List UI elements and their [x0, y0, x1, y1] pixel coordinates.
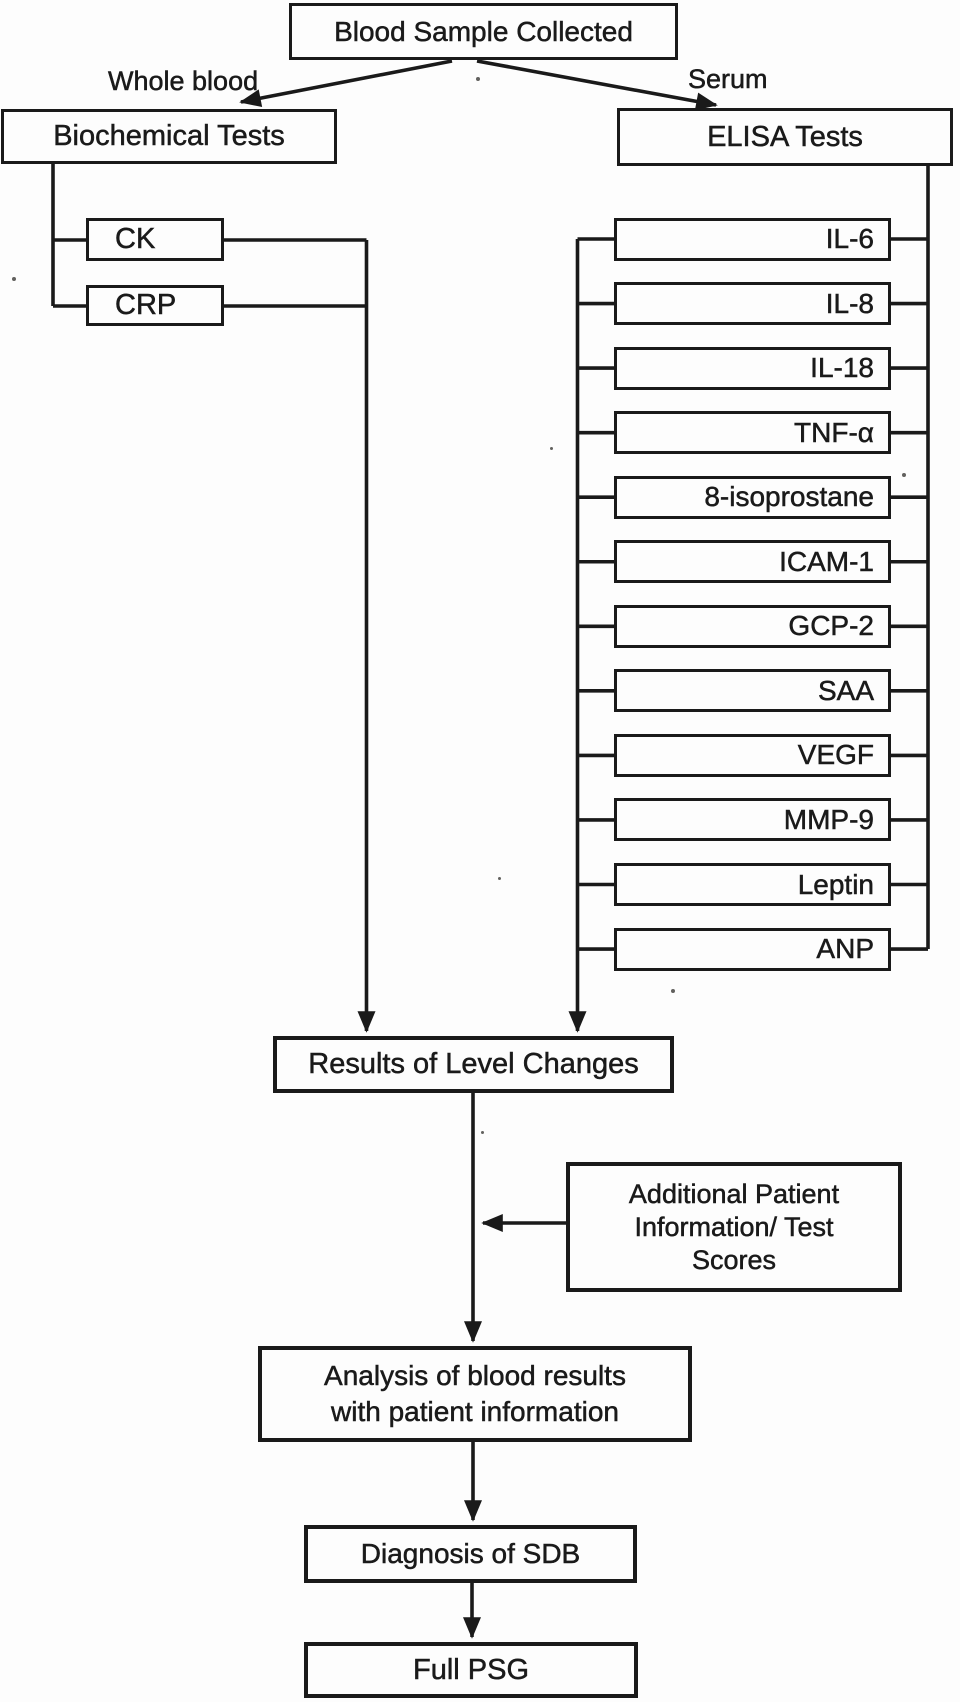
diagnosis-box — [304, 1525, 637, 1583]
elisa-tests-box — [617, 108, 953, 166]
elisa-item-box: MMP-9 — [614, 798, 891, 841]
diagnosis-label: Diagnosis of SDB — [360, 1538, 581, 1569]
additional-info-box — [566, 1162, 902, 1292]
analysis-box — [258, 1346, 692, 1442]
elisa-item-box: ANP — [614, 928, 891, 971]
full-psg-box — [304, 1642, 638, 1698]
results-label: Results of Level Changes — [308, 1048, 639, 1080]
scan-speck — [476, 77, 480, 81]
elisa-item-box: 8-isoprostane — [614, 476, 891, 519]
analysis-line1: Analysis of blood results — [324, 1360, 626, 1391]
full-psg-label: Full PSG — [412, 1653, 530, 1686]
elisa-item-box: SAA — [614, 669, 891, 712]
biochem-item-box: CRP — [86, 285, 224, 326]
elisa-item-box: GCP-2 — [614, 605, 891, 648]
analysis-line2: with patient information — [331, 1396, 619, 1427]
elisa-item-box: ICAM-1 — [614, 540, 891, 583]
elisa-item-box: IL-6 — [614, 218, 891, 261]
scan-speck — [902, 473, 906, 477]
elisa-tests-label: ELISA Tests — [707, 120, 863, 153]
elisa-item-box: TNF-α — [614, 411, 891, 454]
blood-sample-collected-box — [289, 3, 678, 60]
scan-speck — [498, 877, 501, 880]
results-box — [273, 1036, 674, 1093]
elisa-item-box: VEGF — [614, 734, 891, 777]
additional-info-line3: Scores — [691, 1244, 777, 1275]
scan-speck — [550, 447, 553, 450]
elisa-item-box: IL-8 — [614, 282, 891, 325]
blood-sample-collected-label: Blood Sample Collected — [334, 15, 633, 47]
additional-info-line1: Additional Patient — [628, 1178, 840, 1209]
elisa-item-box: IL-18 — [614, 347, 891, 390]
arrow-root-to-elisa — [477, 61, 716, 105]
scan-speck — [12, 277, 16, 281]
elisa-item-box: Leptin — [614, 863, 891, 906]
whole-blood-label: Whole blood — [108, 66, 259, 96]
biochemical-tests-box — [1, 109, 337, 164]
biochem-item-box: CK — [86, 218, 224, 261]
arrow-root-to-biochemical — [241, 61, 452, 102]
additional-info-line2: Information/ Test — [634, 1211, 834, 1242]
biochemical-tests-label: Biochemical Tests — [53, 120, 285, 152]
scan-speck — [671, 989, 675, 993]
serum-label: Serum — [688, 64, 768, 94]
scan-speck — [481, 1131, 484, 1134]
